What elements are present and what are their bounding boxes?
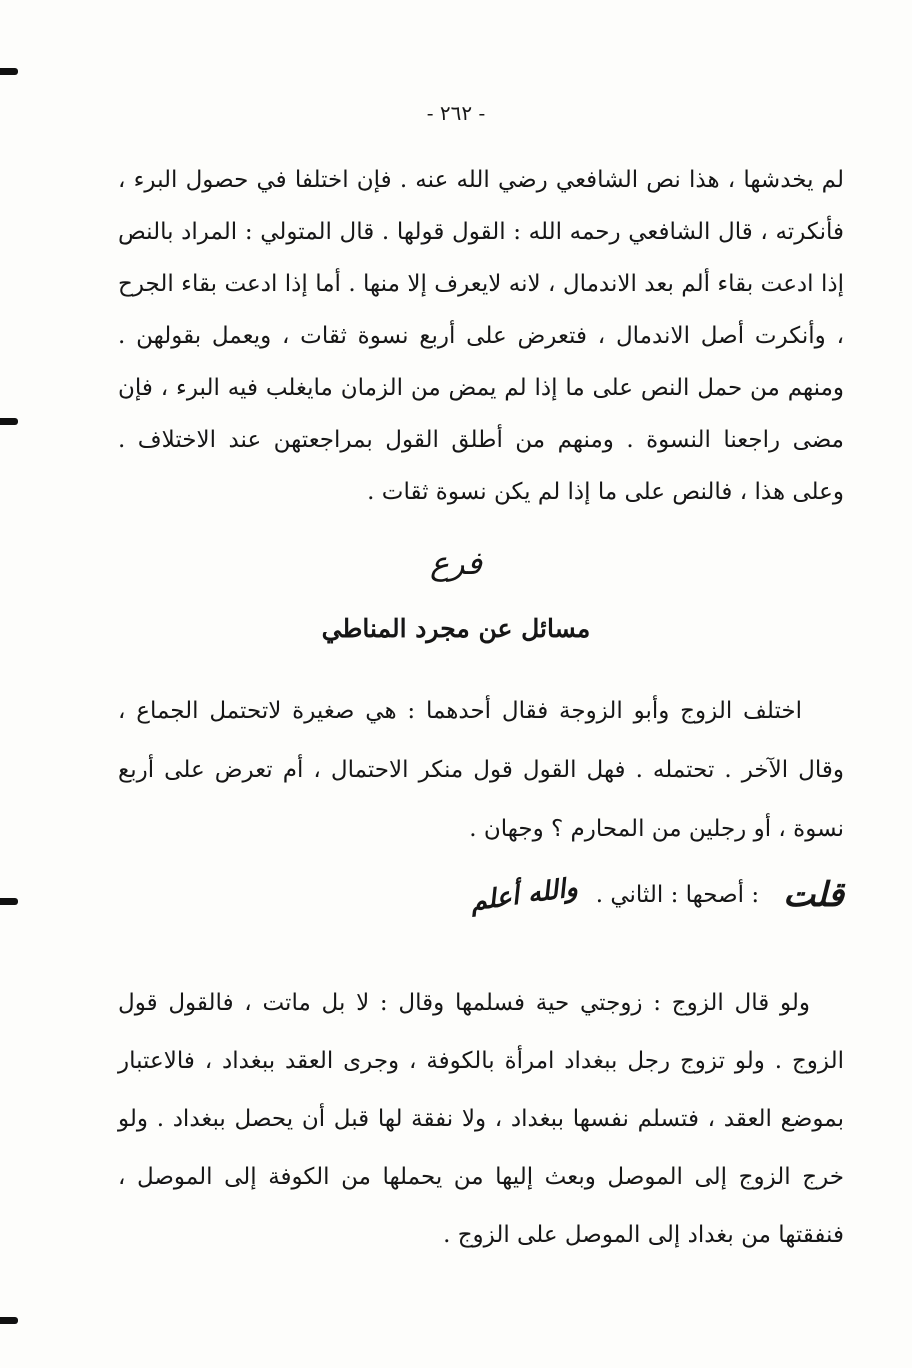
paragraph-2 <box>118 682 844 859</box>
qult-label: قلت <box>783 875 844 915</box>
paragraph-1-text: لم يخدشها ، هذا نص الشافعي رضي الله عنه . فإن اختلفا في حصول البرء ، فأنكرته ، قال الشافعي رحمه الله : القول قولها . قال المتولي : المراد بالنص إذا ادعت بقاء ألم بعد الاندمال ، لانه لايعرف إلا منها . أما إذا ادعت بقاء الجرح ، وأنكرت أصل الاندمال ، فتعرض على أربع نسوة ثقات ، ويعمل بقولهن . ومنهم من حمل النص على ما إذا لم يمض من الزمان مايغلب فيه البرء ، فإن مضى راجعنا النسوة . ومنهم من أطلق القول بمراجعتهن عند الاختلاف . وعلى هذا ، فالنص على ما إذا لم يكن نسوة ثقات . <box>118 167 844 505</box>
signoff-calligraphy: والله أعلم <box>468 872 580 918</box>
paragraph-2-text: اختلف الزوج وأبو الزوجة فقال أحدهما : هي صغيرة لاتحتمل الجماع ، وقال الآخر . تحتمله . فهل القول قول منكر الاحتمال ، أم تعرض على أربع نسوة ، أو رجلين من المحارم ؟ وجهان . <box>118 698 844 842</box>
margin-mark <box>0 898 18 905</box>
margin-mark <box>0 68 18 75</box>
paragraph-3 <box>118 974 844 1264</box>
margin-mark <box>0 418 18 425</box>
paragraph-3-text: ولو قال الزوج : زوجتي حية فسلمها وقال : لا بل ماتت ، فالقول قول الزوج . ولو تزوج رجل ببغداد امرأة بالكوفة ، وجرى العقد ببغداد ، فالاعتبار بموضع العقد ، فتسلم نفسها ببغداد ، ولا نفقة لها قبل أن يحصل ببغداد . ولو خرج الزوج إلى الموصل وبعث إليها من يحملها من الكوفة إلى الموصل ، فنفقتها من بغداد إلى الموصل على الزوج . <box>118 990 844 1248</box>
qult-line <box>118 860 844 930</box>
section-word: فرع <box>429 544 483 582</box>
qult-text: : أصحها : الثاني . <box>595 882 760 908</box>
margin-mark <box>0 1317 18 1324</box>
paragraph-1 <box>118 154 844 518</box>
page-number: - ٢٦٢ - <box>426 101 486 125</box>
section-title: مسائل عن مجرد المناطي <box>321 614 591 643</box>
